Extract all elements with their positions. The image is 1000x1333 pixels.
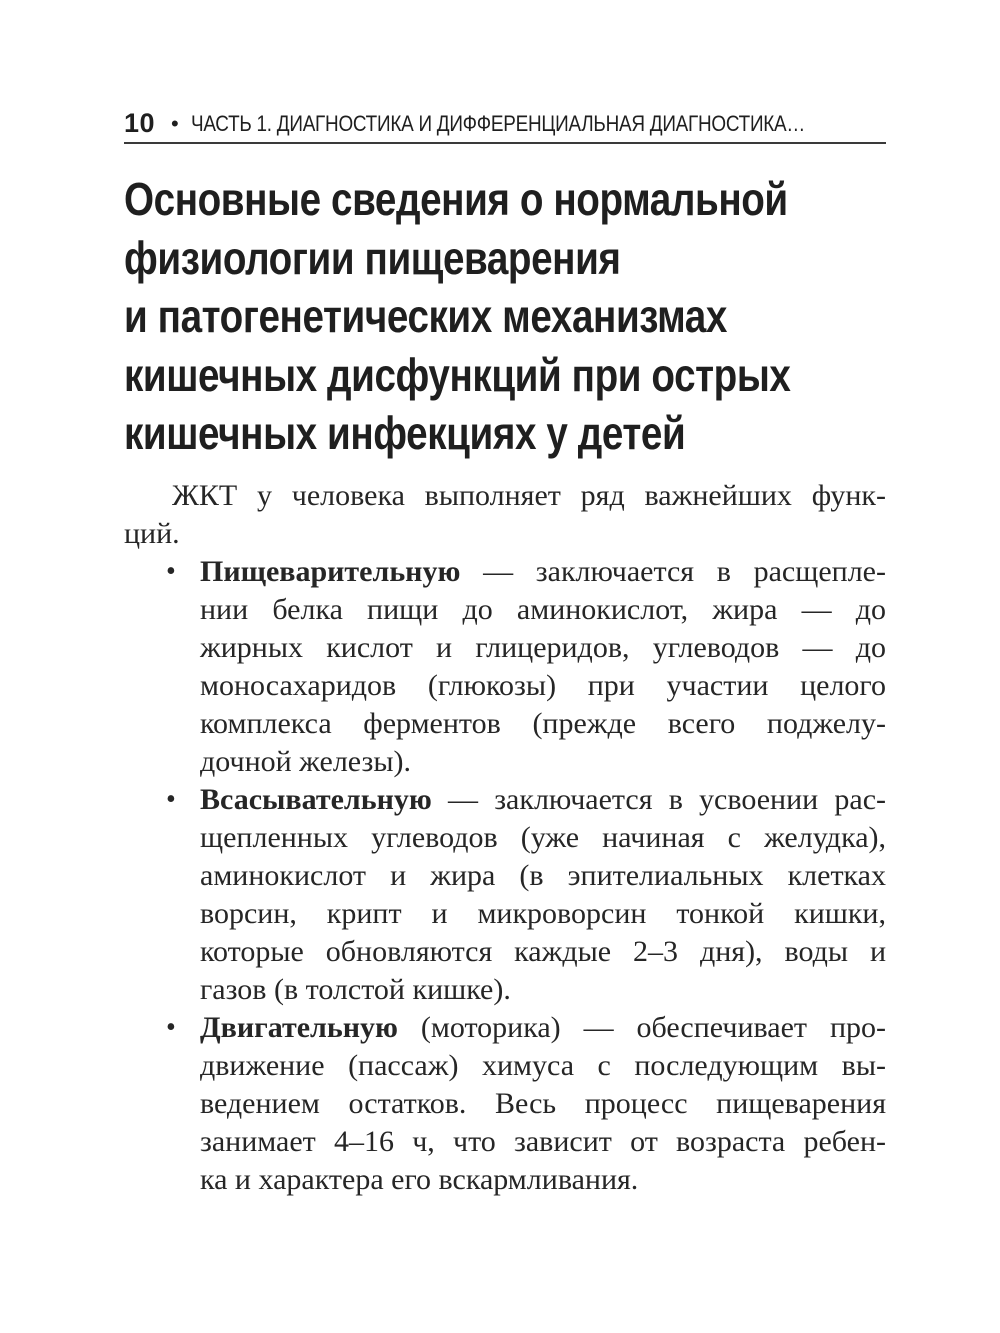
item-line: моносахаридов (глюкозы) при участии целого (200, 668, 886, 702)
item-first-line (200, 781, 886, 819)
item-line: щепленных углеводов (уже начиная с желудка), (200, 820, 886, 854)
bullet-icon: • (166, 1011, 176, 1043)
page-number: 10 (124, 108, 156, 138)
title-line: Основные сведения о нормальной (124, 173, 788, 225)
item-first-line (200, 1009, 886, 1047)
intro-line: ЖКТ у человека выполняет ряд важнейших функ- (172, 478, 886, 512)
intro-paragraph (124, 477, 886, 553)
title-line: и патогенетических механизмах (124, 290, 727, 342)
item-line: аминокислот и жира (в эпителиальных клетках (200, 858, 886, 892)
item-text: — заключается в усвоении рас- (431, 782, 886, 816)
item-line: которые обновляются каждые 2–3 дня), воды и (200, 934, 886, 968)
title-line: физиологии пищеварения (124, 231, 621, 284)
item-line: комплекса ферментов (прежде всего поджелу- (200, 706, 886, 740)
bullet-icon: • (166, 783, 176, 815)
bullet-icon: • (166, 555, 176, 587)
header-bullet-icon: • (171, 111, 179, 136)
book-page (124, 96, 886, 1199)
body-text (124, 477, 886, 1199)
section-title: ЧАСТЬ 1. ДИАГНОСТИКА И ДИФФЕРЕНЦИАЛЬНАЯ ДИАГНОСТИКА… (190, 111, 805, 136)
item-line: жирных кислот и глицеридов, углеводов — до (200, 630, 886, 664)
running-header (124, 96, 886, 144)
item-line: ка и характера его вскармливания. (200, 1162, 639, 1196)
item-text: — заключается в расщепле- (460, 554, 886, 588)
title-line: кишечных дисфункций при острых (124, 348, 791, 401)
item-line: дочной железы). (200, 744, 411, 778)
list-item (124, 781, 886, 1009)
item-line: ведением остатков. Весь процесс пищеварения (200, 1086, 886, 1120)
item-first-line (200, 553, 886, 591)
title-line: кишечных инфекциях у детей (124, 407, 686, 459)
list-item (124, 1009, 886, 1199)
chapter-title (124, 170, 897, 463)
functions-list (124, 553, 886, 1199)
item-line: занимает 4–16 ч, что зависит от возраста ребен- (200, 1124, 886, 1158)
item-line: ворсин, крипт и микроворсин тонкой кишки, (200, 896, 886, 930)
intro-line: ций. (124, 516, 180, 550)
item-line: движение (пассаж) химуса с последующим вы- (200, 1048, 886, 1082)
item-text: (моторика) — обеспечивает про- (397, 1010, 886, 1044)
item-line: газов (в толстой кишке). (200, 972, 511, 1006)
list-item (124, 553, 886, 781)
item-term: Двигательную (200, 1010, 398, 1044)
item-term: Всасывательную (200, 782, 432, 816)
item-term: Пищеварительную (200, 554, 461, 588)
item-line: нии белка пищи до аминокислот, жира — до (200, 592, 886, 626)
